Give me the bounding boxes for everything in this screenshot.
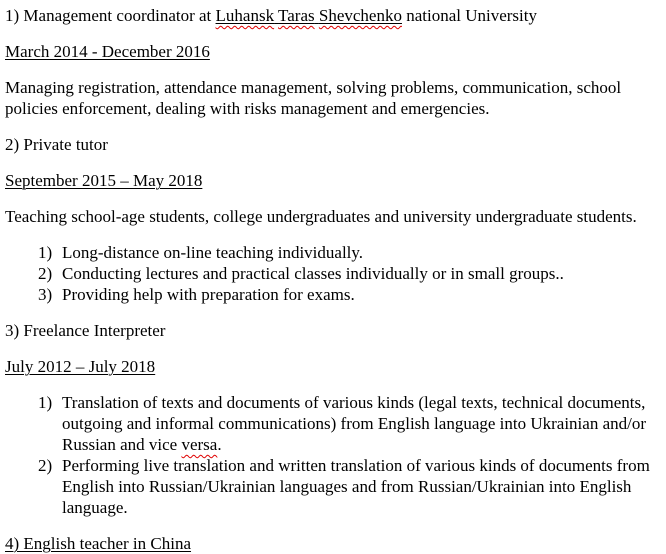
underlined-text: July 2012 – July 2018 (5, 357, 156, 376)
date-range (5, 41, 662, 62)
numbered-list (5, 392, 662, 518)
paragraph (5, 206, 662, 227)
text-run: 2) Private tutor (5, 135, 108, 154)
text-run: Long-distance on-line teaching individually. (62, 243, 364, 262)
list-item-text (62, 242, 662, 263)
list-item (38, 392, 662, 455)
date-range (5, 170, 662, 191)
text-run: Translation of texts and documents of various kinds (legal texts, technical documents, outgoing and informal communications) from English language into Ukrainian and/or Russian and vice (62, 393, 647, 454)
list-item-number: 1) (38, 393, 53, 412)
text-run: 1) Management coordinator at (5, 6, 216, 25)
list-item-number: 2) (38, 456, 53, 475)
text-run: Managing registration, attendance management, solving problems, communication, school policies enforcement, dealing with risks management and emergencies. (5, 78, 622, 118)
list-item (38, 455, 662, 518)
list-item (38, 284, 662, 305)
numbered-list (5, 242, 662, 305)
list-item-text (62, 284, 662, 305)
text-run: 3) Freelance Interpreter (5, 321, 166, 340)
spellcheck-word: versa (181, 435, 218, 454)
list-item-text (62, 455, 662, 518)
underlined-text: March 2014 - December 2016 (5, 42, 210, 61)
text-run: Teaching school-age students, college undergraduates and university undergraduate students. (5, 207, 637, 226)
list-item-number: 3) (38, 285, 53, 304)
spellcheck-word: Taras (278, 6, 315, 25)
text-run: Conducting lectures and practical classes individually or in small groups.. (62, 264, 564, 283)
list-item-text (62, 263, 662, 284)
job-heading (5, 5, 662, 26)
text-run: . (217, 435, 222, 454)
list-item-number: 1) (38, 243, 53, 262)
text-run: national University (401, 6, 537, 25)
list-item (38, 263, 662, 284)
list-item-text (62, 392, 662, 455)
underlined-text (216, 6, 275, 25)
underlined-text: September 2015 – May 2018 (5, 171, 203, 190)
spellcheck-word: Shevchenko (318, 6, 402, 25)
spellcheck-word: Luhansk (215, 6, 275, 25)
text-run: Performing live translation and written translation of various kinds of documents from English into Russian/Ukrainian languages and from Russian/Ukrainian into English language. (62, 456, 650, 517)
text-run: Providing help with preparation for exams. (62, 285, 355, 304)
job-heading (5, 134, 662, 155)
underlined-text (319, 6, 402, 25)
list-item-number: 2) (38, 264, 53, 283)
underlined-text: 4) English teacher in China (5, 534, 192, 553)
list-item (38, 242, 662, 263)
job-heading (5, 533, 662, 554)
paragraph (5, 77, 662, 119)
date-range (5, 356, 662, 377)
underlined-text (278, 6, 315, 25)
job-heading (5, 320, 662, 341)
